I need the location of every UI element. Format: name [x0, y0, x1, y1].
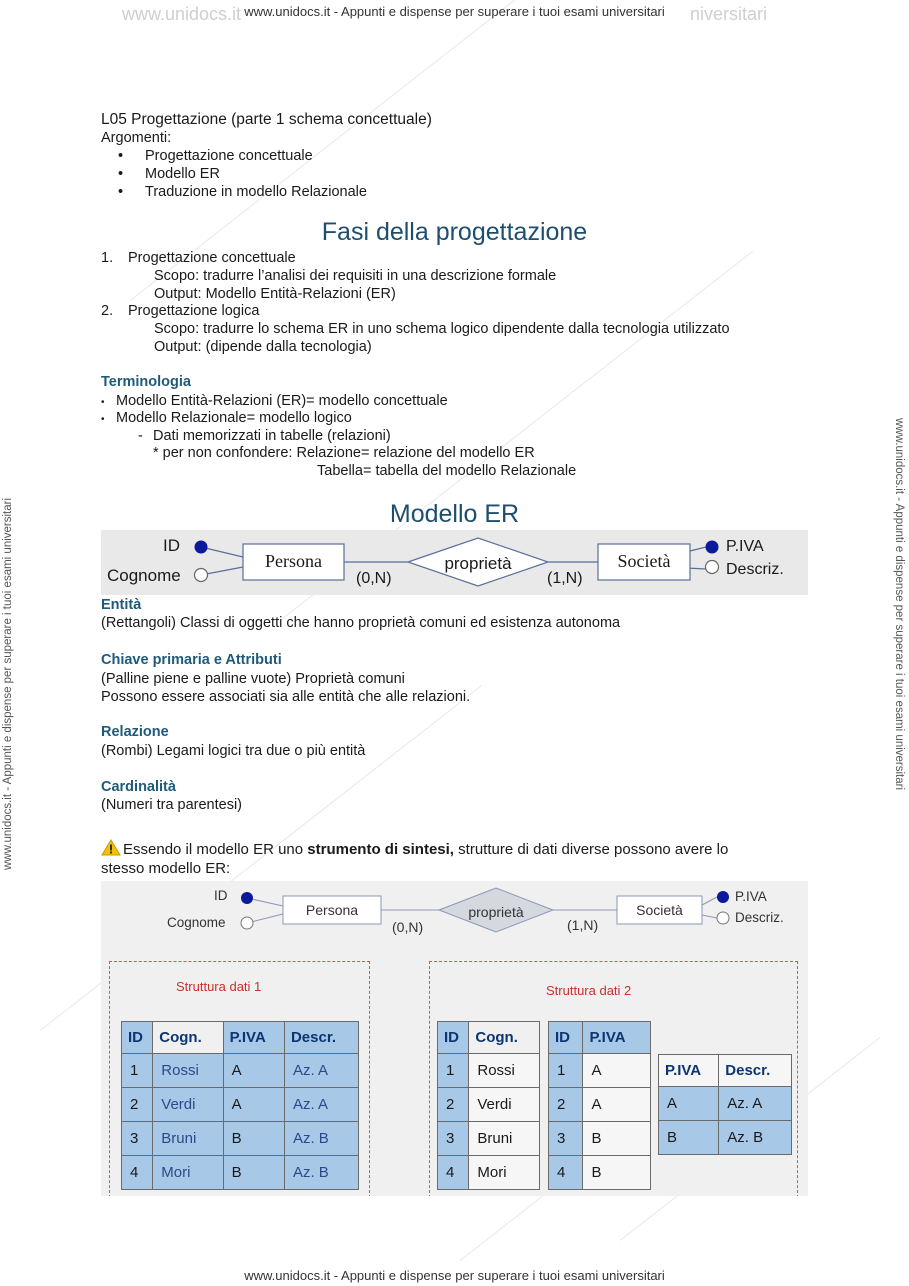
table-cell: 2	[549, 1088, 583, 1122]
key-dot	[195, 541, 208, 554]
terminologia-label: Terminologia	[101, 374, 191, 390]
table-cell: A	[223, 1088, 284, 1122]
er-card-left: (0,N)	[356, 570, 392, 587]
table-header-cell: Descr.	[284, 1022, 358, 1054]
table-cell: Bruni	[469, 1122, 540, 1156]
terminologia-item: • Modello Relazionale= modello logico	[101, 410, 352, 426]
table-row	[122, 1054, 359, 1088]
fig-id: ID	[214, 888, 228, 903]
chiave-text-2: Possono essere associati sia alle entità che alle relazioni.	[101, 689, 471, 705]
table-cell: 3	[122, 1122, 153, 1156]
table-row	[549, 1156, 651, 1190]
fase-1-output: Output: Modello Entità-Relazioni (ER)	[154, 286, 396, 302]
doc-title: L05 Progettazione (parte 1 schema concettuale)	[101, 111, 432, 128]
table-cell: 3	[438, 1122, 469, 1156]
er-descr: Descriz.	[726, 561, 784, 578]
key-dot	[241, 892, 253, 904]
fase-1-scopo: Scopo: tradurre l’analisi dei requisiti in una descrizione formale	[154, 268, 557, 284]
table-cell: Az. A	[719, 1087, 792, 1121]
table-cell: Bruni	[153, 1122, 223, 1156]
table-header-cell: P.IVA	[583, 1022, 651, 1054]
table-cell: A	[659, 1087, 719, 1121]
er-card-right: (1,N)	[547, 570, 583, 587]
table-row	[549, 1122, 651, 1156]
terminologia-note-2: Tabella= tabella del modello Relazionale	[317, 463, 577, 479]
table-cell: 3	[549, 1122, 583, 1156]
table-cell: Mori	[153, 1156, 223, 1190]
er-piva: P.IVA	[726, 538, 764, 555]
table-header-cell: P.IVA	[223, 1022, 284, 1054]
attribute-dot	[241, 917, 253, 929]
table-cell: A	[583, 1054, 651, 1088]
table-row	[438, 1088, 540, 1122]
er-cognome: Cognome	[107, 566, 181, 585]
er-heading: Modello ER	[389, 500, 520, 528]
fase-2-number: 2.	[101, 303, 114, 319]
page-footer: www.unidocs.it - Appunti e dispense per superare i tuoi esami universitari	[244, 1268, 665, 1283]
table-header-cell: ID	[122, 1022, 153, 1054]
fase-2-title: Progettazione logica	[128, 303, 260, 319]
table-cell: B	[583, 1156, 651, 1190]
table-cell: Rossi	[153, 1054, 223, 1088]
table-cell: Az. B	[719, 1121, 792, 1155]
list-item: • Modello ER	[118, 166, 220, 182]
table-cell: B	[583, 1122, 651, 1156]
table-row	[659, 1087, 792, 1121]
table-header-cell: ID	[438, 1022, 469, 1054]
page-header	[0, 4, 909, 24]
relazione-text: (Rombi) Legami logici tra due o più entità	[101, 743, 366, 759]
er-diagram	[101, 530, 808, 595]
table-header-cell: Cogn.	[153, 1022, 223, 1054]
struttura-2-table-possesso	[548, 1021, 651, 1190]
table-row	[549, 1088, 651, 1122]
fig-societa: Società	[636, 902, 683, 918]
argomenti-list	[118, 147, 367, 201]
table-cell: Mori	[469, 1156, 540, 1190]
side-watermark-right: www.unidocs.it - Appunti e dispense per superare i tuoi esami universitari	[893, 418, 905, 791]
fase-1-number: 1.	[101, 250, 114, 266]
table-cell: A	[583, 1088, 651, 1122]
fig-descr: Descriz.	[735, 910, 784, 925]
header-ghost-right: niversitari	[690, 4, 768, 24]
table-header-row	[122, 1022, 359, 1054]
attribute-dot	[195, 569, 208, 582]
fig-persona: Persona	[305, 902, 359, 918]
table-cell: 1	[438, 1054, 469, 1088]
table-cell: 2	[438, 1088, 469, 1122]
side-watermark-left: www.unidocs.it - Appunti e dispense per superare i tuoi esami universitari	[2, 497, 14, 870]
table-cell: Az. A	[284, 1054, 358, 1088]
table-cell: A	[223, 1054, 284, 1088]
fase-2-scopo: Scopo: tradurre lo schema ER in uno schema logico dipendente dalla tecnologia utilizzato	[154, 321, 730, 337]
key-dot	[717, 891, 729, 903]
er-id: ID	[163, 536, 180, 555]
table-cell: 4	[438, 1156, 469, 1190]
header-ghost-left: www.unidocs.it	[122, 4, 242, 24]
cardinalita-label: Cardinalità	[101, 779, 176, 795]
struttura-2-label: Struttura dati 2	[546, 983, 632, 998]
entita-label: Entità	[101, 597, 142, 613]
attribute-dot	[706, 561, 719, 574]
chiave-label: Chiave primaria e Attributi	[101, 652, 282, 668]
table-cell: Az. B	[284, 1156, 358, 1190]
table-cell: 4	[122, 1156, 153, 1190]
warning-icon	[101, 839, 123, 856]
fase-2-output: Output: (dipende dalla tecnologia)	[154, 339, 372, 355]
list-item: • Progettazione concettuale	[118, 148, 313, 164]
er-persona: Persona	[265, 551, 322, 571]
table-row	[122, 1156, 359, 1190]
er-societa: Società	[617, 551, 671, 571]
table-cell: 2	[122, 1088, 153, 1122]
attribute-dot	[717, 912, 729, 924]
table-cell: Verdi	[469, 1088, 540, 1122]
table-cell: Rossi	[469, 1054, 540, 1088]
key-dot	[706, 541, 719, 554]
table-row	[438, 1156, 540, 1190]
table-header-row	[659, 1055, 792, 1087]
list-item: • Traduzione in modello Relazionale	[118, 184, 367, 200]
table-cell: Verdi	[153, 1088, 223, 1122]
fig-card-right: (1,N)	[567, 917, 599, 933]
fig-relazione: proprietà	[468, 904, 524, 920]
struttura-1-label: Struttura dati 1	[176, 979, 262, 994]
table-cell: B	[223, 1156, 284, 1190]
fig-card-left: (0,N)	[392, 919, 424, 935]
table-cell: B	[659, 1121, 719, 1155]
terminologia-dash: - Dati memorizzati in tabelle (relazioni)	[138, 428, 391, 444]
table-row	[659, 1121, 792, 1155]
table-header-cell: Descr.	[719, 1055, 792, 1087]
struttura-2-table-societa	[658, 1054, 792, 1155]
terminologia-item: • Modello Entità-Relazioni (ER)= modello concettuale	[101, 393, 448, 409]
entita-text: (Rettangoli) Classi di oggetti che hanno proprietà comuni ed esistenza autonoma	[101, 615, 621, 631]
table-row	[122, 1122, 359, 1156]
table-cell: 1	[549, 1054, 583, 1088]
cardinalita-text: (Numeri tra parentesi)	[101, 797, 243, 813]
table-cell: Az. B	[284, 1122, 358, 1156]
table-cell: B	[223, 1122, 284, 1156]
fase-1-title: Progettazione concettuale	[128, 250, 296, 266]
terminologia-note-1: * per non confondere: Relazione= relazione del modello ER	[153, 445, 535, 461]
table-row	[438, 1122, 540, 1156]
table-header-cell: P.IVA	[659, 1055, 719, 1087]
table-header-row	[438, 1022, 540, 1054]
header-text: www.unidocs.it - Appunti e dispense per superare i tuoi esami universitari	[244, 4, 665, 19]
table-row	[549, 1054, 651, 1088]
table-cell: 4	[549, 1156, 583, 1190]
relazione-label: Relazione	[101, 724, 169, 740]
fasi-heading: Fasi della progettazione	[321, 218, 588, 246]
table-header-cell: ID	[549, 1022, 583, 1054]
fig-cognome: Cognome	[167, 915, 226, 930]
warning-line-2: stesso modello ER:	[101, 860, 231, 877]
structures-figure	[101, 881, 808, 1196]
table-cell: Az. A	[284, 1088, 358, 1122]
table-row	[438, 1054, 540, 1088]
chiave-text-1: (Palline piene e palline vuote) Proprietà comuni	[101, 671, 405, 687]
table-row	[122, 1088, 359, 1122]
table-header-cell: Cogn.	[469, 1022, 540, 1054]
table-cell: 1	[122, 1054, 153, 1088]
fig-piva: P.IVA	[735, 889, 767, 904]
table-header-row	[549, 1022, 651, 1054]
struttura-2-table-persona	[437, 1021, 540, 1190]
warning-line-1: Essendo il modello ER uno strumento di sintesi, strutture di dati diverse possono avere lo	[101, 839, 728, 859]
argomenti-label: Argomenti:	[101, 130, 172, 146]
er-relazione: proprietà	[444, 554, 512, 573]
struttura-1-table	[121, 1021, 359, 1190]
